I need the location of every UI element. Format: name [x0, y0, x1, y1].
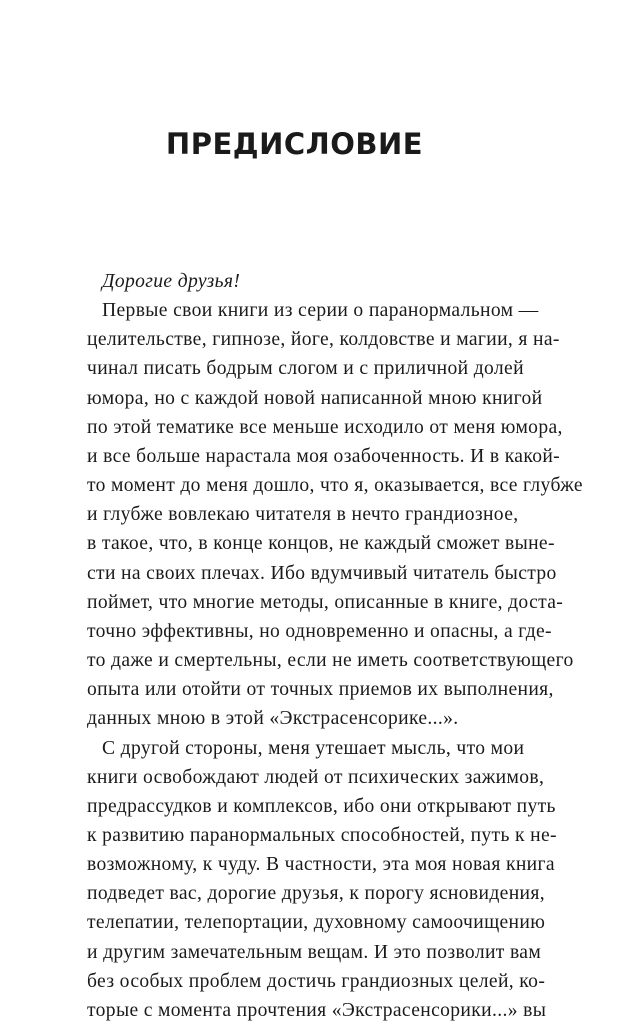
text-line: подведет вас, дорогие друзья, к порогу ясновидения,	[87, 879, 518, 908]
text-line: данных мною в этой «Экстрасенсорике...».	[87, 704, 518, 733]
text-line: С другой стороны, меня утешает мысль, что мои	[87, 734, 518, 763]
text-line: предрассудков и комплексов, ибо они открывают путь	[87, 792, 518, 821]
paragraph-2	[87, 734, 518, 1025]
text-line: сти на своих плечах. Ибо вдумчивый читатель быстро	[87, 559, 518, 588]
text-line: Первые свои книги из серии о паранормальном —	[87, 296, 518, 325]
salutation: Дорогие друзья!	[87, 267, 518, 296]
text-line: и глубже вовлекаю читателя в нечто грандиозное,	[87, 500, 518, 529]
text-line: то момент до меня дошло, что я, оказывается, все глубже	[87, 471, 518, 500]
text-line: в такое, что, в конце концов, не каждый сможет выне-	[87, 529, 518, 558]
text-line: книги освобождают людей от психических зажимов,	[87, 763, 518, 792]
text-line: то даже и смертельны, если не иметь соответствующего	[87, 646, 518, 675]
paragraph-1	[87, 296, 518, 733]
text-line: точно эффективны, но одновременно и опасны, а где-	[87, 617, 518, 646]
text-line: торые с момента прочтения «Экстрасенсорики...» вы	[87, 996, 518, 1025]
text-line: и все больше нарастала моя озабоченность. И в какой-	[87, 442, 518, 471]
text-line: к развитию паранормальных способностей, путь к не-	[87, 821, 518, 850]
chapter-heading: ПРЕДИСЛОВИЕ	[0, 124, 589, 164]
text-line: без особых проблем достичь грандиозных целей, ко-	[87, 967, 518, 996]
text-line: и другим замечательным вещам. И это позволит вам	[87, 938, 518, 967]
text-line: целительстве, гипнозе, йоге, колдовстве и магии, я на-	[87, 325, 518, 354]
text-line: по этой тематике все меньше исходило от меня юмора,	[87, 413, 518, 442]
text-line: поймет, что многие методы, описанные в книге, доста-	[87, 588, 518, 617]
text-line: юмора, но с каждой новой написанной мною книгой	[87, 384, 518, 413]
text-line: чинал писать бодрым слогом и с приличной долей	[87, 354, 518, 383]
text-line: телепатии, телепортации, духовному самоочищению	[87, 908, 518, 937]
text-line: опыта или отойти от точных приемов их выполнения,	[87, 675, 518, 704]
preface-text	[87, 267, 518, 1025]
text-line: возможному, к чуду. В частности, эта моя новая книга	[87, 850, 518, 879]
